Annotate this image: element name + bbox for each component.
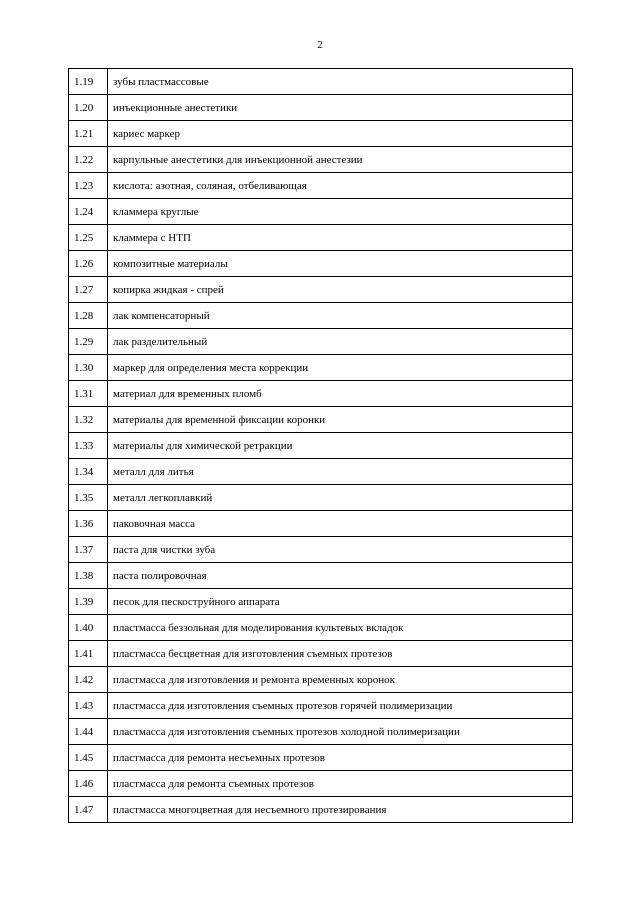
item-number: 1.45 xyxy=(69,745,108,771)
item-name: пластмасса для изготовления и ремонта временных коронок xyxy=(108,667,573,693)
item-name: композитные материалы xyxy=(108,251,573,277)
table-row xyxy=(69,693,573,719)
item-number: 1.35 xyxy=(69,485,108,511)
item-number: 1.27 xyxy=(69,277,108,303)
table-row xyxy=(69,667,573,693)
table-row xyxy=(69,329,573,355)
item-number: 1.29 xyxy=(69,329,108,355)
table-row xyxy=(69,355,573,381)
item-number: 1.31 xyxy=(69,381,108,407)
table-row xyxy=(69,459,573,485)
item-number: 1.47 xyxy=(69,797,108,823)
item-name: пластмасса многоцветная для несъемного протезирования xyxy=(108,797,573,823)
table-row xyxy=(69,407,573,433)
item-name: паста полировочная xyxy=(108,563,573,589)
item-name: кламмера круглые xyxy=(108,199,573,225)
item-number: 1.39 xyxy=(69,589,108,615)
item-number: 1.22 xyxy=(69,147,108,173)
item-name: пластмасса для ремонта съемных протезов xyxy=(108,771,573,797)
item-number: 1.36 xyxy=(69,511,108,537)
item-name: маркер для определения места коррекции xyxy=(108,355,573,381)
table-row xyxy=(69,797,573,823)
item-name: лак разделительный xyxy=(108,329,573,355)
item-name: инъекционные анестетики xyxy=(108,95,573,121)
item-name: пластмасса для ремонта несъемных протезов xyxy=(108,745,573,771)
table-row xyxy=(69,69,573,95)
table-row xyxy=(69,641,573,667)
item-number: 1.26 xyxy=(69,251,108,277)
item-number: 1.44 xyxy=(69,719,108,745)
item-number: 1.32 xyxy=(69,407,108,433)
item-number: 1.37 xyxy=(69,537,108,563)
item-name: зубы пластмассовые xyxy=(108,69,573,95)
item-number: 1.19 xyxy=(69,69,108,95)
item-name: металл для литья xyxy=(108,459,573,485)
item-number: 1.21 xyxy=(69,121,108,147)
item-number: 1.30 xyxy=(69,355,108,381)
item-name: материалы для химической ретракции xyxy=(108,433,573,459)
item-name: кламмера с НТП xyxy=(108,225,573,251)
table-row xyxy=(69,615,573,641)
item-name: пластмасса для изготовления съемных протезов холодной полимеризации xyxy=(108,719,573,745)
item-name: материал для временных пломб xyxy=(108,381,573,407)
item-number: 1.20 xyxy=(69,95,108,121)
item-number: 1.46 xyxy=(69,771,108,797)
item-name: копирка жидкая - спрей xyxy=(108,277,573,303)
item-name: лак компенсаторный xyxy=(108,303,573,329)
table-row xyxy=(69,537,573,563)
item-number: 1.42 xyxy=(69,667,108,693)
table-row xyxy=(69,485,573,511)
item-name: кариес маркер xyxy=(108,121,573,147)
item-name: песок для пескоструйного аппарата xyxy=(108,589,573,615)
table-row xyxy=(69,771,573,797)
item-name: пластмасса для изготовления съемных протезов горячей полимеризации xyxy=(108,693,573,719)
table-row xyxy=(69,433,573,459)
table-row xyxy=(69,147,573,173)
table-row xyxy=(69,225,573,251)
items-table-body xyxy=(69,69,573,823)
table-row xyxy=(69,121,573,147)
table-row xyxy=(69,589,573,615)
items-table xyxy=(68,68,573,823)
table-row xyxy=(69,199,573,225)
item-number: 1.34 xyxy=(69,459,108,485)
item-number: 1.40 xyxy=(69,615,108,641)
table-row xyxy=(69,303,573,329)
table-row xyxy=(69,381,573,407)
item-number: 1.24 xyxy=(69,199,108,225)
table-row xyxy=(69,719,573,745)
item-name: карпульные анестетики для инъекционной анестезии xyxy=(108,147,573,173)
item-name: пластмасса бесцветная для изготовления съемных протезов xyxy=(108,641,573,667)
item-number: 1.41 xyxy=(69,641,108,667)
item-number: 1.25 xyxy=(69,225,108,251)
item-name: паста для чистки зуба xyxy=(108,537,573,563)
item-name: паковочная масса xyxy=(108,511,573,537)
item-name: пластмасса беззольная для моделирования культевых вкладок xyxy=(108,615,573,641)
item-name: кислота: азотная, соляная, отбеливающая xyxy=(108,173,573,199)
item-name: металл легкоплавкий xyxy=(108,485,573,511)
page-number: 2 xyxy=(317,39,323,51)
item-number: 1.33 xyxy=(69,433,108,459)
table-row xyxy=(69,563,573,589)
table-row xyxy=(69,277,573,303)
item-number: 1.28 xyxy=(69,303,108,329)
item-name: материалы для временной фиксации коронки xyxy=(108,407,573,433)
item-number: 1.23 xyxy=(69,173,108,199)
item-number: 1.38 xyxy=(69,563,108,589)
table-row xyxy=(69,173,573,199)
table-row xyxy=(69,745,573,771)
table-row xyxy=(69,251,573,277)
table-row xyxy=(69,95,573,121)
table-row xyxy=(69,511,573,537)
item-number: 1.43 xyxy=(69,693,108,719)
